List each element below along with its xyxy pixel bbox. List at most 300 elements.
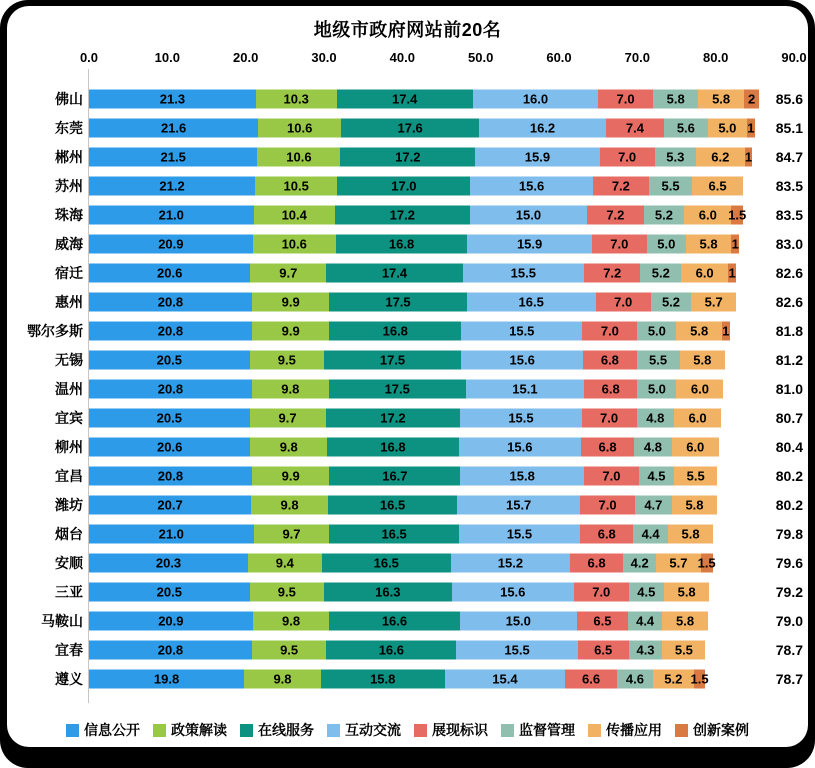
legend-label: 互动交流	[345, 722, 401, 738]
x-tick-label: 30.0	[311, 50, 337, 65]
stacked-bar	[89, 669, 709, 688]
segment-value-label: 16.8	[380, 439, 406, 454]
city-label: 温州	[55, 380, 83, 397]
bar-segment-online-service	[329, 611, 459, 630]
bar-segment-communication-app	[656, 553, 701, 572]
stacked-bar	[89, 176, 743, 195]
segment-value-label: 7.4	[625, 120, 644, 135]
segment-value-label: 21.0	[158, 207, 184, 222]
legend-item-communication-app	[588, 720, 662, 740]
segment-value-label: 17.0	[391, 178, 417, 193]
bar-segment-online-service	[324, 582, 452, 601]
bar-segment-communication-app	[676, 379, 723, 398]
bar-segment-display-identity	[598, 89, 653, 108]
segment-value-label: 20.8	[157, 468, 184, 483]
segment-value-label: 9.8	[273, 671, 292, 686]
bar-segment-policy-interpretation	[250, 350, 324, 369]
segment-value-label: 17.4	[381, 265, 408, 280]
segment-value-label: 20.6	[157, 439, 183, 454]
segment-value-label: 5.0	[718, 120, 737, 135]
bar-segment-interaction	[457, 495, 580, 514]
segment-value-label: 5.5	[686, 468, 705, 483]
segment-value-label: 20.9	[158, 236, 184, 251]
segment-value-label: 5.8	[699, 236, 718, 251]
segment-value-label: 15.2	[497, 555, 524, 570]
segment-value-label: 15.5	[510, 265, 536, 280]
bar-row	[7, 113, 808, 142]
x-tick-label: 0.0	[79, 50, 99, 65]
bar-segment-communication-app	[686, 234, 731, 253]
bar-segment-supervision-management	[649, 176, 692, 195]
bar-segment-info-disclosure	[89, 350, 250, 369]
segment-value-label: 16.0	[522, 91, 549, 106]
segment-value-label: 5.8	[712, 91, 731, 106]
bar-segment-info-disclosure	[89, 669, 244, 688]
segment-value-label: 7.2	[606, 207, 625, 222]
segment-value-label: 1.5	[728, 207, 747, 222]
bar-segment-policy-interpretation	[252, 321, 330, 340]
bar-segment-info-disclosure	[89, 437, 250, 456]
row-total-label: 82.6	[775, 264, 803, 281]
bar-row	[7, 635, 808, 664]
stacked-bar	[89, 466, 717, 485]
stacked-bar	[89, 263, 736, 282]
bar-segment-supervision-management	[623, 553, 656, 572]
bar-segment-display-identity	[580, 495, 635, 514]
bar-row	[7, 229, 808, 258]
bar-segment-policy-interpretation	[250, 582, 324, 601]
segment-value-label: 15.9	[516, 236, 543, 251]
bar-segment-display-identity	[593, 176, 649, 195]
segment-value-label: 15.4	[492, 671, 518, 686]
bar-segment-communication-app	[696, 147, 745, 166]
bar-row	[7, 519, 808, 548]
bar-segment-interaction	[467, 292, 596, 311]
bar-row	[7, 664, 808, 693]
segment-value-label: 9.7	[278, 410, 297, 425]
segment-value-label: 9.8	[281, 381, 300, 396]
segment-value-label: 5.0	[657, 236, 676, 251]
segment-value-label: 20.8	[157, 323, 184, 338]
segment-value-label: 20.5	[156, 352, 182, 367]
segment-value-label: 10.6	[281, 236, 307, 251]
x-tick-label: 60.0	[546, 50, 572, 65]
bar-segment-communication-app	[662, 611, 707, 630]
bar-row	[7, 548, 808, 577]
bar-segment-communication-app	[672, 437, 719, 456]
segment-value-label: 5.8	[685, 497, 704, 512]
city-label: 潍坊	[55, 496, 83, 513]
segment-value-label: 15.9	[524, 149, 551, 164]
bar-segment-info-disclosure	[89, 147, 257, 166]
legend-swatch	[153, 724, 166, 737]
segment-value-label: 6.0	[686, 439, 705, 454]
bar-segment-interaction	[460, 611, 578, 630]
segment-value-label: 16.5	[518, 294, 544, 309]
legend-label: 监督管理	[519, 722, 575, 738]
city-label: 三亚	[55, 583, 83, 600]
segment-value-label: 16.5	[373, 555, 399, 570]
bar-row	[7, 316, 808, 345]
segment-value-label: 7.0	[616, 91, 635, 106]
bar-row	[7, 374, 808, 403]
stacked-bar	[89, 437, 719, 456]
bar-row	[7, 606, 808, 635]
bar-segment-info-disclosure	[89, 553, 248, 572]
city-label: 珠海	[55, 206, 83, 223]
bar-segment-display-identity	[570, 553, 623, 572]
segment-value-label: 16.5	[379, 497, 406, 512]
segment-value-label: 5.2	[661, 294, 681, 309]
segment-value-label: 4.4	[641, 526, 660, 541]
bar-segment-communication-app	[676, 321, 721, 340]
segment-value-label: 5.8	[666, 91, 685, 106]
bar-row	[7, 200, 808, 229]
bar-segment-interaction	[452, 582, 574, 601]
bar-segment-info-disclosure	[89, 263, 250, 282]
bar-segment-policy-interpretation	[254, 524, 330, 543]
segment-value-label: 20.5	[156, 410, 182, 425]
segment-value-label: 5.2	[651, 265, 670, 280]
city-label: 威海	[55, 235, 83, 252]
row-total-label: 79.2	[775, 583, 803, 600]
bar-segment-info-disclosure	[89, 205, 254, 224]
segment-value-label: 15.6	[518, 178, 545, 193]
city-label: 宿迁	[55, 264, 83, 281]
segment-value-label: 15.8	[509, 468, 535, 483]
bar-segment-interaction	[470, 176, 592, 195]
bar-segment-supervision-management	[653, 89, 698, 108]
bar-segment-online-service	[322, 553, 451, 572]
x-axis	[7, 50, 808, 66]
row-total-label: 79.0	[775, 612, 803, 629]
bar-segment-interaction	[459, 524, 580, 543]
bar-segment-policy-interpretation	[252, 466, 330, 485]
segment-value-label: 17.6	[397, 120, 423, 135]
city-label: 宜宾	[55, 409, 83, 426]
bar-segment-innovation-case	[722, 321, 730, 340]
bar-segment-display-identity	[565, 669, 617, 688]
chart-title: 地级市政府网站前20名	[313, 20, 502, 40]
bar-segment-policy-interpretation	[255, 176, 337, 195]
segment-value-label: 17.2	[380, 410, 406, 425]
stacked-bar	[89, 292, 736, 311]
bar-segment-display-identity	[577, 611, 628, 630]
bar-segment-interaction	[470, 205, 588, 224]
segment-value-label: 15.0	[505, 613, 531, 628]
segment-value-label: 9.7	[279, 265, 298, 280]
segment-value-label: 5.8	[681, 526, 700, 541]
bar-segment-display-identity	[574, 582, 629, 601]
segment-value-label: 9.9	[281, 294, 300, 309]
segment-value-label: 20.8	[157, 381, 184, 396]
segment-value-label: 6.8	[597, 526, 616, 541]
stacked-bar	[89, 118, 755, 137]
segment-value-label: 15.5	[508, 410, 534, 425]
city-label: 苏州	[55, 177, 83, 194]
bar-segment-supervision-management	[617, 669, 653, 688]
segment-value-label: 4.8	[646, 410, 665, 425]
bar-segment-interaction	[463, 263, 584, 282]
segment-value-label: 17.5	[385, 294, 411, 309]
stacked-bar	[89, 89, 759, 108]
segment-value-label: 5.2	[664, 671, 683, 686]
segment-value-label: 7.0	[600, 323, 619, 338]
bar-segment-display-identity	[583, 350, 636, 369]
legend-item-supervision-management	[501, 720, 575, 740]
bar-segment-online-service	[335, 205, 470, 224]
bar-segment-online-service	[329, 466, 460, 485]
bar-segment-online-service	[337, 176, 470, 195]
row-total-label: 80.2	[775, 467, 803, 484]
row-total-label: 83.5	[775, 206, 803, 223]
segment-value-label: 7.0	[610, 236, 629, 251]
bar-segment-policy-interpretation	[252, 292, 330, 311]
bar-segment-supervision-management	[637, 408, 675, 427]
segment-value-label: 5.8	[677, 584, 696, 599]
x-tick-label: 90.0	[781, 50, 807, 65]
bar-segment-display-identity	[581, 437, 634, 456]
bar-segment-online-service	[329, 524, 458, 543]
legend-label: 创新案例	[693, 722, 749, 738]
segment-value-label: 6.5	[593, 613, 612, 628]
bar-segment-info-disclosure	[89, 524, 254, 543]
segment-value-label: 7.0	[592, 584, 611, 599]
bar-segment-online-service	[326, 263, 462, 282]
bar-segment-innovation-case	[731, 234, 739, 253]
bar-segment-interaction	[456, 640, 577, 659]
bar-segment-online-service	[321, 669, 445, 688]
segment-value-label: 6.8	[598, 439, 617, 454]
bar-segment-interaction	[479, 118, 606, 137]
row-total-label: 82.6	[775, 293, 803, 310]
bar-segment-communication-app	[653, 669, 694, 688]
segment-value-label: 4.4	[636, 613, 655, 628]
bar-segment-policy-interpretation	[252, 640, 326, 659]
segment-value-label: 17.2	[389, 207, 415, 222]
segment-value-label: 15.6	[509, 352, 535, 367]
segment-value-label: 16.3	[375, 584, 401, 599]
bar-row	[7, 287, 808, 316]
bar-segment-info-disclosure	[89, 89, 256, 108]
bar-segment-supervision-management	[639, 466, 674, 485]
segment-value-label: 9.5	[277, 352, 296, 367]
segment-value-label: 9.5	[280, 642, 299, 657]
bar-segment-policy-interpretation	[250, 437, 327, 456]
bar-segment-policy-interpretation	[256, 89, 337, 108]
segment-value-label: 5.6	[676, 120, 695, 135]
segment-value-label: 9.9	[281, 323, 300, 338]
bar-segment-display-identity	[596, 292, 651, 311]
bar-segment-display-identity	[584, 466, 639, 485]
bar-segment-display-identity	[580, 524, 633, 543]
segment-value-label: 5.3	[666, 149, 685, 164]
stacked-bar	[89, 408, 721, 427]
bar-segment-display-identity	[587, 205, 643, 224]
segment-value-label: 6.0	[695, 265, 714, 280]
bar-segment-supervision-management	[637, 321, 676, 340]
stacked-bar	[89, 321, 730, 340]
legend-item-policy-interpretation	[153, 720, 227, 740]
segment-value-label: 16.2	[529, 120, 556, 135]
stacked-bar	[89, 379, 723, 398]
segment-value-label: 4.6	[625, 671, 644, 686]
legend-label: 在线服务	[258, 722, 314, 738]
bar-segment-supervision-management	[637, 350, 680, 369]
segment-value-label: 4.2	[630, 555, 649, 570]
bar-segment-display-identity	[582, 321, 637, 340]
bar-segment-display-identity	[582, 408, 637, 427]
bar-segment-online-service	[329, 292, 466, 311]
bar-segment-communication-app	[681, 263, 728, 282]
segment-value-label: 5.7	[669, 555, 688, 570]
bar-segment-info-disclosure	[89, 176, 255, 195]
city-label: 遵义	[55, 670, 83, 687]
segment-value-label: 21.6	[160, 120, 187, 135]
x-tick-label: 70.0	[624, 50, 650, 65]
segment-value-label: 7.0	[598, 497, 617, 512]
bar-rows	[7, 84, 808, 693]
bar-segment-interaction	[475, 147, 600, 166]
city-label: 烟台	[55, 525, 83, 542]
legend-label: 传播应用	[606, 722, 662, 738]
city-label: 柳州	[55, 438, 83, 455]
segment-value-label: 6.6	[582, 671, 601, 686]
segment-value-label: 15.0	[515, 207, 542, 222]
segment-value-label: 9.4	[275, 555, 294, 570]
bar-segment-online-service	[326, 640, 456, 659]
legend-label: 政策解读	[171, 722, 227, 738]
segment-value-label: 17.2	[395, 149, 421, 164]
segment-value-label: 6.0	[690, 381, 709, 396]
segment-value-label: 5.2	[654, 207, 673, 222]
segment-value-label: 6.8	[587, 555, 606, 570]
bar-segment-interaction	[473, 89, 598, 108]
bar-segment-innovation-case	[728, 263, 736, 282]
bar-segment-interaction	[466, 379, 584, 398]
segment-value-label: 9.7	[282, 526, 301, 541]
bar-row	[7, 84, 808, 113]
bar-segment-interaction	[459, 437, 581, 456]
legend-label: 展现标识	[432, 722, 488, 738]
segment-value-label: 15.5	[506, 526, 533, 541]
segment-value-label: 21.2	[159, 178, 185, 193]
bar-segment-info-disclosure	[89, 234, 253, 253]
bar-segment-supervision-management	[640, 263, 681, 282]
bar-segment-policy-interpretation	[250, 263, 326, 282]
stacked-bar	[89, 234, 739, 253]
segment-value-label: 6.8	[601, 381, 620, 396]
segment-value-label: 5.5	[674, 642, 693, 657]
segment-value-label: 7.0	[602, 468, 621, 483]
legend-label: 信息公开	[84, 722, 140, 738]
bar-segment-policy-interpretation	[244, 669, 321, 688]
bar-segment-supervision-management	[664, 118, 708, 137]
segment-value-label: 21.5	[160, 149, 186, 164]
bar-segment-online-service	[324, 350, 461, 369]
segment-value-label: 21.3	[159, 91, 186, 106]
segment-value-label: 6.8	[600, 352, 619, 367]
bar-segment-online-service	[337, 89, 473, 108]
bar-segment-policy-interpretation	[251, 495, 328, 514]
bar-segment-communication-app	[668, 524, 713, 543]
segment-value-label: 9.8	[282, 613, 301, 628]
bar-segment-online-service	[329, 321, 461, 340]
segment-value-label: 15.5	[504, 642, 530, 657]
bar-segment-communication-app	[664, 582, 709, 601]
city-label: 宜春	[55, 641, 83, 658]
bar-row	[7, 345, 808, 374]
stacked-bar	[89, 205, 747, 224]
bar-segment-display-identity	[600, 147, 655, 166]
segment-value-label: 6.5	[594, 642, 613, 657]
stacked-bar	[89, 553, 716, 572]
segment-value-label: 15.8	[370, 671, 396, 686]
segment-value-label: 5.5	[649, 352, 668, 367]
segment-value-label: 7.0	[600, 410, 619, 425]
bar-segment-communication-app	[708, 118, 747, 137]
x-tick-label: 10.0	[154, 50, 180, 65]
bar-segment-supervision-management	[651, 292, 692, 311]
segment-value-label: 6.0	[688, 410, 707, 425]
x-tick-label: 50.0	[468, 50, 494, 65]
bar-segment-info-disclosure	[89, 582, 250, 601]
bar-segment-supervision-management	[647, 234, 686, 253]
bar-segment-info-disclosure	[89, 118, 258, 137]
segment-value-label: 15.1	[512, 381, 538, 396]
bar-segment-policy-interpretation	[253, 234, 336, 253]
bar-segment-info-disclosure	[89, 379, 252, 398]
segment-value-label: 10.3	[283, 91, 309, 106]
segment-value-label: 2	[748, 91, 756, 106]
bar-row	[7, 461, 808, 490]
segment-value-label: 1.5	[690, 671, 709, 686]
city-label: 佛山	[55, 90, 83, 107]
row-total-label: 85.6	[775, 90, 803, 107]
segment-value-label: 16.6	[378, 642, 404, 657]
stacked-bar	[89, 350, 725, 369]
segment-value-label: 17.5	[384, 381, 410, 396]
row-total-label: 83.0	[775, 235, 803, 252]
bar-segment-online-service	[341, 118, 479, 137]
bar-row	[7, 142, 808, 171]
legend	[7, 720, 808, 740]
bar-segment-interaction	[460, 466, 584, 485]
bar-segment-communication-app	[692, 176, 743, 195]
row-total-label: 80.2	[775, 496, 803, 513]
bar-segment-interaction	[460, 408, 581, 427]
segment-value-label: 9.8	[279, 439, 298, 454]
legend-item-interaction	[327, 720, 401, 740]
bar-segment-supervision-management	[635, 495, 672, 514]
bar-segment-supervision-management	[628, 611, 662, 630]
segment-value-label: 21.0	[158, 526, 184, 541]
segment-value-label: 20.9	[158, 613, 184, 628]
chart-canvas	[7, 6, 808, 747]
bar-segment-communication-app	[680, 350, 725, 369]
bar-segment-interaction	[451, 553, 570, 572]
segment-value-label: 17.5	[379, 352, 406, 367]
bar-segment-supervision-management	[634, 437, 672, 456]
bar-segment-info-disclosure	[89, 611, 253, 630]
segment-value-label: 10.6	[287, 120, 313, 135]
row-total-label: 81.8	[775, 322, 803, 339]
bar-segment-info-disclosure	[89, 321, 252, 340]
bar-segment-policy-interpretation	[254, 205, 335, 224]
legend-item-display-identity	[414, 720, 488, 740]
bar-segment-policy-interpretation	[252, 379, 329, 398]
x-tick-label: 20.0	[233, 50, 259, 65]
